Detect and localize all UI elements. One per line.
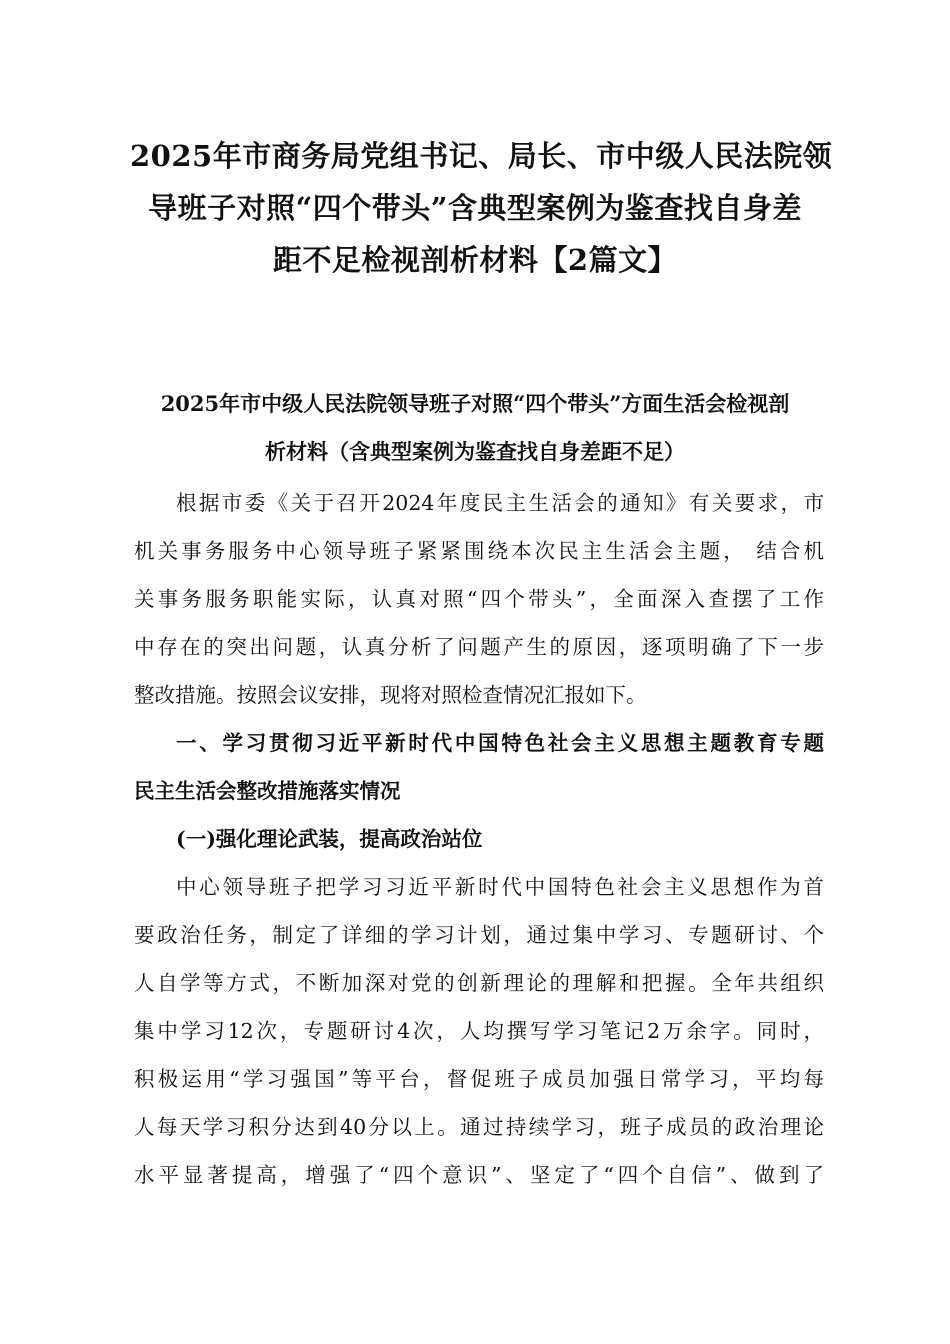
text-line: 中心领导班子把学习习近平新时代中国特色社会主义思想作为首 (176, 875, 824, 899)
text-line: 人每天学习积分达到40分以上。通过持续学习，班子成员的政治理论 (134, 1115, 824, 1139)
heading-line: 一、学习贯彻习近平新时代中国特色社会主义思想主题教育专题 (176, 731, 824, 755)
text-line: 机关事务服务中心领导班子紧紧围绕本次民主生活会主题， 结合机 (134, 539, 824, 563)
title-line: 导班子对照“四个带头”含典型案例为鉴查找自身差 (148, 191, 802, 225)
text-line: 根据市委《关于召开2024年度民主生活会的通知》有关要求，市 (176, 491, 824, 515)
body-paragraph (134, 863, 824, 1199)
document-title (130, 130, 833, 286)
section-title-line: 2025年市中级人民法院领导班子对照“四个带头”方面生活会检视剖 (160, 391, 790, 416)
title-line: 距不足检视剖析材料【2篇文】 (272, 243, 678, 277)
text-line: 水平显著提高，增强了“四个意识”、坚定了“四个自信”、做到了 (134, 1163, 824, 1187)
text-line: 积极运用“学习强国”等平台，督促班子成员加强日常学习，平均每 (134, 1067, 824, 1091)
text-line: 人自学等方式，不断加深对党的创新理论的理解和把握。全年共组织 (134, 971, 824, 995)
text-line: 关事务服务职能实际，认真对照“四个带头”，全面深入查摆了工作 (134, 587, 824, 611)
heading-level-1 (134, 719, 824, 815)
document-body (134, 479, 824, 1199)
subheading: (一)强化理论武装，提高政治站位 (176, 827, 483, 851)
text-line: 中存在的突出问题，认真分析了问题产生的原因，逐项明确了下一步 (134, 635, 824, 659)
section-title-line: 析材料（含典型案例为鉴查找自身差距不足） (265, 439, 685, 464)
text-line: 集中学习12次，专题研讨4次，人均撰写学习笔记2万余字。同时， (134, 1019, 824, 1043)
intro-paragraph (134, 479, 824, 719)
title-line: 2025年市商务局党组书记、局长、市中级人民法院领 (130, 139, 833, 173)
text-line: 要政治任务，制定了详细的学习计划，通过集中学习、专题研讨、个 (134, 923, 824, 947)
heading-line: 民主生活会整改措施落实情况 (134, 779, 401, 803)
section-title (120, 380, 830, 476)
text-line: 整改措施。按照会议安排，现将对照检查情况汇报如下。 (134, 683, 647, 707)
